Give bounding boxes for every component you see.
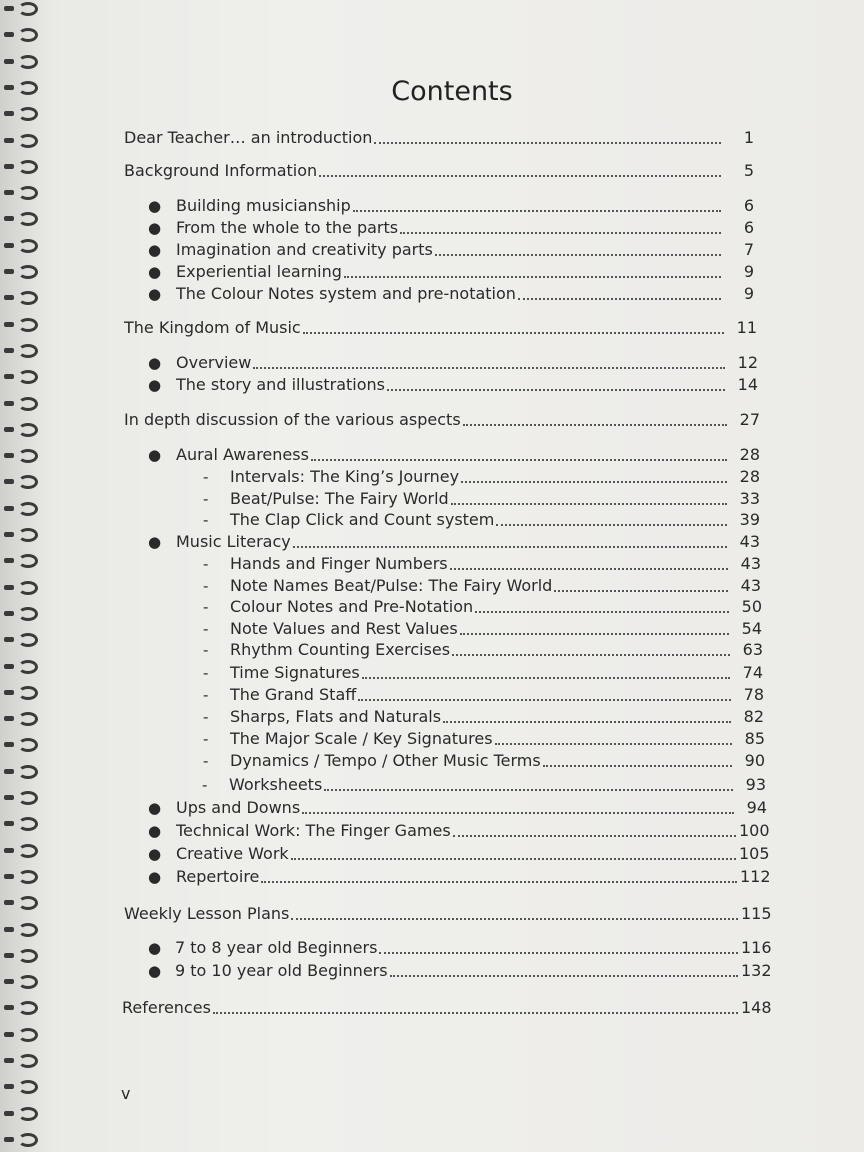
toc-entry-page-number: 63	[742, 640, 763, 659]
dash-marker: -	[203, 686, 209, 704]
bullet-icon: ●	[148, 197, 162, 215]
toc-entry	[203, 729, 765, 749]
spiral-coil	[4, 554, 42, 570]
bullet-icon: ●	[148, 799, 162, 817]
dot-leader	[319, 175, 721, 177]
toc-entry-page-number: 112	[740, 867, 771, 886]
dot-leader	[463, 424, 727, 426]
dash-marker: -	[203, 490, 209, 508]
toc-entry	[124, 128, 754, 148]
toc-entry-label: Note Names Beat/Pulse: The Fairy World	[230, 576, 553, 595]
toc-entry	[203, 751, 765, 771]
toc-entry	[203, 554, 761, 574]
toc-entry	[148, 961, 772, 981]
dot-leader	[390, 975, 738, 977]
dot-leader	[291, 918, 738, 920]
dash-marker: -	[203, 641, 209, 659]
toc-entry-page-number: 132	[741, 961, 772, 980]
toc-entry	[124, 318, 757, 338]
dot-leader	[495, 743, 732, 745]
spiral-coil	[4, 738, 42, 754]
toc-entry	[203, 640, 763, 660]
toc-entry	[203, 663, 763, 683]
bullet-icon: ●	[148, 446, 162, 464]
toc-entry	[203, 467, 760, 487]
dash-marker: -	[203, 664, 209, 682]
toc-entry-page-number: 43	[740, 554, 761, 573]
dash-marker: -	[203, 555, 209, 573]
toc-entry-label: The story and illustrations	[176, 375, 386, 394]
bullet-icon: ●	[148, 263, 162, 281]
toc-entry-page-number: 78	[743, 685, 764, 704]
toc-entry-label: Weekly Lesson Plans	[124, 904, 290, 923]
toc-entry	[148, 532, 760, 552]
spiral-coil	[4, 923, 42, 939]
spiral-coil	[4, 791, 42, 807]
dot-leader	[379, 952, 738, 954]
bullet-icon: ●	[148, 962, 162, 980]
spiral-coil	[4, 475, 42, 491]
toc-entry-label: Background Information	[124, 161, 318, 180]
dot-leader	[344, 276, 721, 278]
toc-entry	[148, 844, 770, 864]
dot-leader	[261, 881, 737, 883]
dot-leader	[362, 677, 730, 679]
toc-entry-label: The Clap Click and Count system	[230, 510, 495, 529]
toc-entry-label: Rhythm Counting Exercises	[230, 640, 451, 659]
toc-entry	[203, 489, 760, 509]
spiral-coil	[4, 212, 42, 228]
toc-entry	[203, 619, 762, 639]
dot-leader	[450, 568, 728, 570]
toc-entry-page-number: 12	[737, 353, 758, 372]
dash-marker: -	[202, 776, 208, 794]
toc-entry-page-number: 148	[741, 998, 772, 1017]
bullet-icon: ●	[148, 354, 162, 372]
toc-entry	[148, 821, 770, 841]
toc-entry-label: Repertoire	[176, 867, 260, 886]
toc-entry-page-number: 5	[743, 161, 754, 180]
toc-entry-page-number: 82	[743, 707, 764, 726]
toc-entry	[148, 240, 754, 260]
spiral-coil	[4, 134, 42, 150]
spiral-coil	[4, 370, 42, 386]
toc-entry-label: The Colour Notes system and pre-notation	[176, 284, 516, 303]
toc-entry-label: The Grand Staff	[230, 685, 357, 704]
toc-entry	[203, 510, 760, 530]
toc-entry	[148, 262, 754, 282]
dot-leader	[311, 459, 727, 461]
toc-entry-page-number: 43	[740, 576, 761, 595]
toc-entry	[148, 218, 754, 238]
spiral-coil	[4, 581, 42, 597]
dash-marker: -	[203, 577, 209, 595]
toc-entry-page-number: 93	[745, 775, 766, 794]
spiral-coil	[4, 1028, 42, 1044]
spiral-coil	[4, 160, 42, 176]
toc-entry-page-number: 116	[741, 938, 772, 957]
spiral-coil	[4, 55, 42, 71]
toc-entry-label: Dynamics / Tempo / Other Music Terms	[230, 751, 541, 770]
dot-leader	[358, 699, 731, 701]
dot-leader	[293, 546, 727, 548]
toc-entry-label: Time Signatures	[230, 663, 360, 682]
page-folio: v	[121, 1084, 131, 1103]
spiral-coil	[4, 107, 42, 123]
toc-entry-label: The Major Scale / Key Signatures	[230, 729, 493, 748]
dot-leader	[453, 835, 736, 837]
spiral-coil	[4, 975, 42, 991]
spiral-coil	[4, 949, 42, 965]
spiral-coil	[4, 844, 42, 860]
spiral-coil	[4, 712, 42, 728]
toc-entry-label: Hands and Finger Numbers	[230, 554, 448, 573]
dot-leader	[461, 481, 727, 483]
toc-entry-page-number: 6	[743, 218, 754, 237]
dash-marker: -	[203, 752, 209, 770]
dash-marker: -	[203, 511, 209, 529]
toc-entry	[148, 867, 771, 887]
bullet-icon: ●	[148, 845, 162, 863]
spiral-coil	[4, 265, 42, 281]
spiral-coil	[4, 344, 42, 360]
toc-entry-label: Music Literacy	[176, 532, 291, 551]
dash-marker: -	[203, 468, 209, 486]
toc-entry-page-number: 54	[741, 619, 762, 638]
dot-leader	[387, 389, 725, 391]
spiral-coil	[4, 1080, 42, 1096]
toc-entry-page-number: 28	[739, 445, 760, 464]
spiral-coil	[4, 449, 42, 465]
toc-entry-page-number: 43	[739, 532, 760, 551]
bullet-icon: ●	[148, 285, 162, 303]
dash-marker: -	[203, 730, 209, 748]
toc-entry	[122, 998, 771, 1018]
toc-entry-page-number: 33	[739, 489, 760, 508]
dot-leader	[443, 721, 731, 723]
toc-entry	[148, 445, 760, 465]
toc-entry	[124, 904, 771, 924]
toc-entry-page-number: 85	[744, 729, 765, 748]
spiral-coil	[4, 239, 42, 255]
toc-entry-page-number: 14	[737, 375, 758, 394]
dot-leader	[302, 812, 734, 814]
dot-leader	[435, 254, 721, 256]
spiral-coil	[4, 1133, 42, 1149]
spiral-coil	[4, 1107, 42, 1123]
toc-entry-label: Building musicianship	[176, 196, 351, 215]
toc-entry-label: Imagination and creativity parts	[176, 240, 433, 259]
spiral-coil	[4, 186, 42, 202]
bullet-icon: ●	[148, 219, 162, 237]
toc-entry-label: Beat/Pulse: The Fairy World	[230, 489, 449, 508]
bullet-icon: ●	[148, 868, 162, 886]
toc-entry-page-number: 74	[742, 663, 763, 682]
toc-entry	[203, 707, 764, 727]
toc-entry-page-number: 90	[744, 751, 765, 770]
toc-entry-page-number: 100	[739, 821, 770, 840]
page-title: Contents	[391, 76, 513, 107]
spiral-coil	[4, 896, 42, 912]
spiral-coil	[4, 1001, 42, 1017]
dot-leader	[518, 298, 721, 300]
dot-leader	[353, 210, 721, 212]
bullet-icon: ●	[148, 533, 162, 551]
dot-leader	[400, 232, 721, 234]
spiral-coil	[4, 660, 42, 676]
spiral-coil	[4, 686, 42, 702]
toc-entry	[148, 798, 767, 818]
spiral-coil	[4, 423, 42, 439]
dot-leader	[291, 858, 736, 860]
toc-entry-label: Creative Work	[176, 844, 289, 863]
toc-entry-label: Aural Awareness	[176, 445, 309, 464]
dot-leader	[303, 332, 724, 334]
spiral-coil	[4, 291, 42, 307]
toc-entry-label: Colour Notes and Pre-Notation	[230, 597, 474, 616]
toc-entry-page-number: 9	[743, 284, 754, 303]
dot-leader	[324, 789, 733, 791]
toc-entry-label: Experiential learning	[176, 262, 342, 281]
spiral-coil	[4, 1054, 42, 1070]
toc-entry-page-number: 28	[739, 467, 760, 486]
toc-entry-label: Overview	[176, 353, 252, 372]
spiral-binding	[0, 0, 52, 1152]
bullet-icon: ●	[148, 822, 162, 840]
toc-entry-page-number: 11	[736, 318, 757, 337]
bullet-icon: ●	[148, 939, 162, 957]
dot-leader	[253, 367, 725, 369]
toc-entry-label: Ups and Downs	[176, 798, 301, 817]
dot-leader	[543, 765, 732, 767]
dash-marker: -	[203, 620, 209, 638]
toc-entry-page-number: 50	[741, 597, 762, 616]
toc-entry-page-number: 94	[746, 798, 767, 817]
toc-entry-label: 9 to 10 year old Beginners	[175, 961, 388, 980]
spiral-coil	[4, 2, 42, 18]
spiral-coil	[4, 502, 42, 518]
toc-entry-page-number: 6	[743, 196, 754, 215]
toc-entry	[202, 775, 766, 795]
dot-leader	[475, 611, 729, 613]
spiral-coil	[4, 28, 42, 44]
dot-leader	[496, 524, 727, 526]
toc-entry-page-number: 7	[743, 240, 754, 259]
spiral-coil	[4, 607, 42, 623]
toc-entry-page-number: 9	[743, 262, 754, 281]
toc-entry-page-number: 39	[739, 510, 760, 529]
spiral-coil	[4, 765, 42, 781]
toc-entry-label: From the whole to the parts	[176, 218, 399, 237]
dot-leader	[374, 142, 721, 144]
toc-entry	[203, 576, 761, 596]
toc-entry-label: Dear Teacher… an introduction	[124, 128, 373, 147]
toc-entry-label: References	[122, 998, 211, 1017]
toc-entry-page-number: 105	[739, 844, 770, 863]
dot-leader	[452, 654, 730, 656]
toc-entry-label: Note Values and Rest Values	[230, 619, 458, 638]
spiral-coil	[4, 870, 42, 886]
toc-entry	[148, 375, 758, 395]
toc-entry	[203, 685, 764, 705]
toc-entry-label: Technical Work: The Finger Games	[176, 821, 451, 840]
toc-entry	[148, 353, 758, 373]
dash-marker: -	[203, 708, 209, 726]
toc-entry-page-number: 27	[739, 410, 760, 429]
toc-entry-page-number: 1	[743, 128, 754, 147]
toc-entry-label: The Kingdom of Music	[124, 318, 301, 337]
spiral-coil	[4, 528, 42, 544]
toc-entry-label: In depth discussion of the various aspects	[124, 410, 461, 429]
bullet-icon: ●	[148, 241, 162, 259]
spiral-coil	[4, 817, 42, 833]
dot-leader	[554, 590, 728, 592]
dot-leader	[451, 503, 727, 505]
spiral-coil	[4, 633, 42, 649]
spiral-coil	[4, 318, 42, 334]
toc-entry	[148, 938, 772, 958]
toc-entry-page-number: 115	[741, 904, 772, 923]
toc-entry-label: Worksheets	[229, 775, 323, 794]
toc-entry	[203, 597, 762, 617]
toc-entry-label: Intervals: The King’s Journey	[230, 467, 460, 486]
toc-entry	[148, 196, 754, 216]
spiral-coil	[4, 397, 42, 413]
toc-entry	[124, 161, 754, 181]
toc-entry	[148, 284, 754, 304]
toc-entry-label: Sharps, Flats and Naturals	[230, 707, 442, 726]
toc-entry-label: 7 to 8 year old Beginners	[175, 938, 378, 957]
dash-marker: -	[203, 598, 209, 616]
bullet-icon: ●	[148, 376, 162, 394]
toc-entry	[124, 410, 760, 430]
dot-leader	[460, 633, 729, 635]
dot-leader	[213, 1012, 738, 1014]
